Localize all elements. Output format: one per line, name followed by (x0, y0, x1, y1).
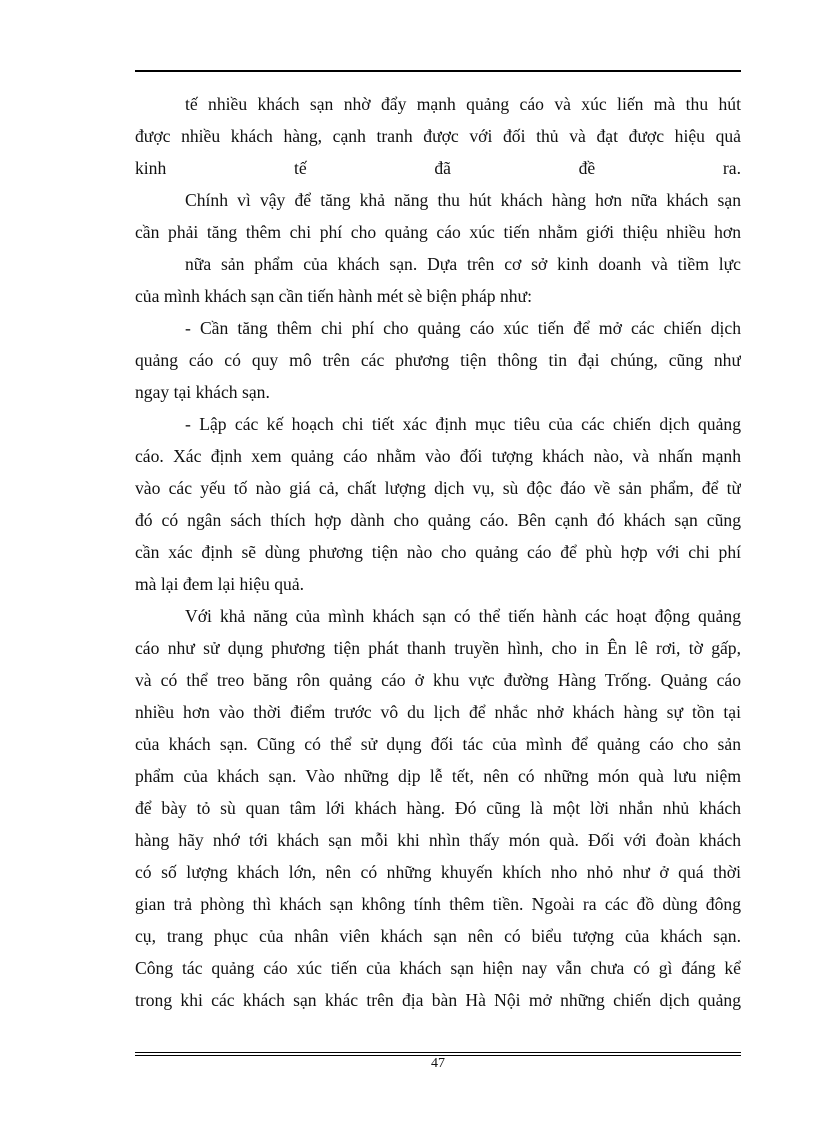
text-line: cần phải tăng thêm chi phí cho quảng cáo xúc tiến nhằm giới thiệu nhiều hơn (135, 222, 741, 242)
text-line: được nhiều khách hàng, cạnh tranh được với đối thủ và đạt được hiệu quả (135, 126, 741, 146)
text-line: phẩm của khách sạn. Vào những dịp lễ tết, nên có những món quà lưu niệm (135, 766, 741, 786)
text-line: gian trả phòng thì khách sạn không tính thêm tiền. Ngoài ra các đồ dùng đông (135, 894, 741, 914)
text-line: tế nhiều khách sạn nhờ đẩy mạnh quảng cáo và xúc liến mà thu hút (185, 94, 741, 114)
text-line: - Lập các kế hoạch chi tiết xác định mục tiêu của các chiến dịch quảng (185, 414, 741, 434)
text-line: cụ, trang phục của nhân viên khách sạn nên có biểu tượng của khách sạn. (135, 926, 741, 946)
text-line: Chính vì vậy để tăng khả năng thu hút khách hàng hơn nữa khách sạn (185, 190, 741, 210)
text-line: đó có ngân sách thích hợp dành cho quảng cáo. Bên cạnh đó khách sạn cũng (135, 510, 741, 530)
text-line: để bày tỏ sù quan tâm lới khách hàng. Đó cũng là một lời nhắn nhủ khách (135, 798, 741, 818)
header-rule (135, 70, 741, 72)
text-line: - Cần tăng thêm chi phí cho quảng cáo xúc tiến để mở các chiến dịch (185, 318, 741, 338)
text-line: của khách sạn. Cũng có thể sử dụng đối tác của mình để quảng cáo cho sản (135, 734, 741, 754)
footer-rule (135, 1052, 741, 1053)
text-line: của mình khách sạn cần tiến hành mét sè biện pháp như: (135, 286, 532, 306)
text-line: hàng hãy nhớ tới khách sạn mỗi khi nhìn thấy món quà. Đối với đoàn khách (135, 830, 741, 850)
text-line: Công tác quảng cáo xúc tiến của khách sạn hiện nay vẫn chưa có gì đáng kể (135, 958, 741, 978)
text-line: vào các yếu tố nào giá cả, chất lượng dịch vụ, sù độc đáo về sản phẩm, để từ (135, 478, 741, 498)
text-line: có số lượng khách lớn, nên có những khuyến khích nho nhỏ như ở quá thời (135, 862, 741, 882)
page-number: 47 (431, 1056, 445, 1071)
text-line: trong khi các khách sạn khác trên địa bàn Hà Nội mở những chiến dịch quảng (135, 990, 741, 1010)
text-line: Với khả năng của mình khách sạn có thể tiến hành các hoạt động quảng (185, 606, 741, 626)
text-line: quảng cáo có quy mô trên các phương tiện thông tin đại chúng, cũng như (135, 350, 741, 370)
text-line: cáo. Xác định xem quảng cáo nhằm vào đối tượng khách nào, và nhấn mạnh (135, 446, 741, 466)
text-line: kinh tế đã đề ra. (135, 158, 741, 178)
text-line: và có thể treo băng rôn quảng cáo ở khu vực đường Hàng Trống. Quảng cáo (135, 670, 741, 690)
body-text (135, 88, 741, 1016)
text-line: nữa sản phẩm của khách sạn. Dựa trên cơ sở kinh doanh và tiềm lực (185, 254, 741, 274)
text-line: cần xác định sẽ dùng phương tiện nào cho quảng cáo để phù hợp với chi phí (135, 542, 741, 562)
text-line: mà lại đem lại hiệu quả. (135, 574, 305, 594)
text-line: cáo như sử dụng phương tiện phát thanh truyền hình, cho in Ên lê rơi, tờ gấp, (135, 638, 741, 658)
text-line: nhiều hơn vào thời điểm trước vô du lịch để nhắc nhở khách hàng sự tồn tại (135, 702, 741, 722)
text-line: ngay tại khách sạn. (135, 382, 270, 402)
